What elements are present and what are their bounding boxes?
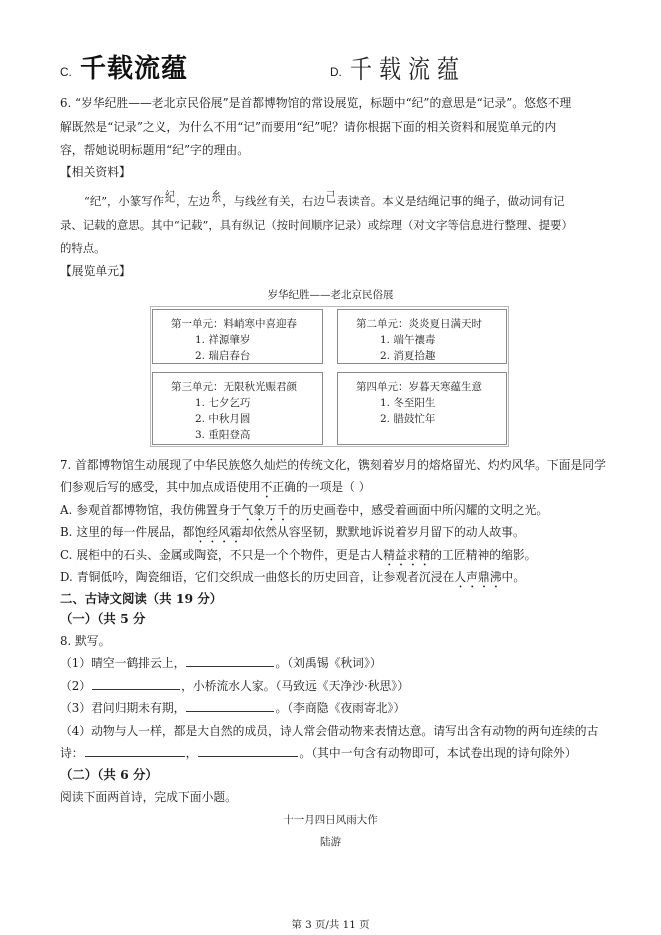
- option-text: 却依然从容坚韧，默默地诉说着岁月留下的动人故事。: [241, 525, 525, 539]
- exhibition-unit-1: [152, 309, 323, 364]
- q7-option-b: [60, 524, 525, 546]
- q8-text: （2）: [60, 679, 92, 693]
- q8-text: （1）晴空一鹤排云上，: [60, 656, 186, 670]
- exhibition-unit-4: [337, 372, 507, 445]
- section-heading: 二、古诗文阅读（共 19 分）: [60, 591, 223, 606]
- exhibition-unit-3: [152, 372, 323, 445]
- unit-title: 第三单元：无限秋光赈君颜: [171, 381, 297, 393]
- option-text: 展柜中的石头、金属或陶瓷，不只是一个个物件，更是古人: [76, 548, 384, 562]
- option-label: A.: [60, 503, 73, 517]
- q7-text: 正确的一项是（ ）: [272, 480, 371, 494]
- subsection-heading-2: （二）（共 6 分）: [60, 767, 158, 782]
- q7-option-d: [60, 569, 525, 591]
- q8-item-3: [60, 700, 405, 716]
- seal-glyph-ji-phonetic: 己: [325, 190, 336, 206]
- material-text: “纪”，小篆写作: [84, 194, 164, 208]
- seal-glyph-mi: 糸: [211, 190, 222, 206]
- q8-text: 。（其中一句含有动物即可，本试卷出现的诗句除外）: [299, 746, 577, 760]
- material-text: ，与线丝有关，右边: [222, 194, 325, 208]
- q8-text: ，: [185, 746, 198, 760]
- poem-author: 陆游: [320, 836, 341, 848]
- option-idiom: 气象万千: [241, 503, 289, 517]
- q8-text: 。（刘禹锡《秋词》）: [275, 656, 382, 670]
- material-line-3: 的特点。: [60, 241, 106, 255]
- option-c-calligraphy-image: 千载流蕴: [80, 54, 189, 84]
- q7-text: 们参观后写的感受，其中加点成语使用: [60, 480, 261, 494]
- option-idiom: 饱经风霜: [194, 525, 242, 539]
- material-line-1: [84, 190, 565, 209]
- option-d-seal-script-image: 千载流蕴: [350, 56, 467, 85]
- unit-title: 第一单元：料峭寒中喜迎春: [171, 318, 297, 330]
- q7-line-1: 7. 首都博物馆生动展现了中华民族悠久灿烂的传统文化，镌刻着岁月的熔烙留光、灼灼风华。下面是同学: [60, 458, 606, 472]
- answer-blank: [186, 656, 274, 667]
- q8-item-2: [60, 678, 409, 694]
- q8-title: 8. 默写。: [60, 634, 111, 648]
- poem-title: 十一月四日风雨大作: [283, 814, 378, 826]
- q8-text: 。（李商隐《夜雨寄北》）: [275, 701, 406, 715]
- option-text: 的工匠精神的缩影。: [430, 548, 537, 562]
- q8-item-1: [60, 655, 382, 671]
- option-c-label: C.: [60, 65, 72, 79]
- option-d-label: D.: [330, 65, 342, 79]
- q7-option-a: [60, 502, 548, 524]
- material-heading: 【相关资料】: [60, 165, 131, 179]
- q8-text: 诗：: [60, 746, 84, 760]
- exhibition-title: 岁华纪胜——老北京民俗展: [267, 289, 394, 301]
- unit-title: 第四单元：岁暮天寒蕴生意: [356, 381, 482, 393]
- option-text: 青铜低吟，陶瓷细语，它们交织成一曲悠长的历史回音，让参观者沉浸在: [76, 570, 455, 584]
- option-label: B.: [60, 525, 73, 539]
- q8-text: ，小桥流水人家。（马致远《天净沙·秋思》）: [181, 679, 409, 693]
- answer-blank: [92, 679, 180, 690]
- exhibition-heading: 【展览单元】: [60, 264, 131, 278]
- unit-title: 第二单元：炎炎夏日满天时: [356, 318, 482, 330]
- q8-item-4-line-1: （4）动物与人一样，都是大自然的成员，诗人常会借动物来表情达意。请写出含有动物的两句连续的古: [60, 724, 599, 738]
- answer-blank: [85, 746, 185, 757]
- seal-glyph-ji: 紀: [165, 190, 175, 206]
- subsection-heading-1: （一）（共 5 分: [60, 611, 146, 626]
- exhibition-unit-2: [337, 309, 507, 364]
- option-text: 这里的每一件展品，都: [76, 525, 195, 539]
- material-line-2: 录、记载的意思。其中“记载”，具有纵记（按时间顺序记录）或综理（对文字等信息进行整理、提要）: [60, 218, 573, 232]
- q6-line-2: 解既然是“记录”之义，为什么不用“记”而要用“纪”呢？请你根据下面的相关资料和展览单元的内: [60, 120, 557, 134]
- unit-item: 2. 腊鼓忙年: [380, 413, 436, 425]
- unit-item: 2. 瑞启春台: [195, 350, 251, 362]
- unit-item: 2. 中秋月圆: [195, 413, 251, 425]
- material-text: 表读音。本义是结绳记事的绳子，做动词有记: [336, 194, 565, 208]
- unit-item: 1. 七夕乞巧: [195, 397, 251, 409]
- option-label: D.: [60, 570, 73, 584]
- option-idiom: 人声鼎沸: [454, 570, 502, 584]
- unit-item: 2. 消夏拾趣: [380, 350, 436, 362]
- unit-item: 1. 端午禳毒: [380, 334, 436, 346]
- answer-blank: [186, 701, 274, 712]
- q6-line-1: 6. “岁华纪胜——老北京民俗展”是首都博物馆的常设展览，标题中“纪”的意思是“记录”。悠悠不理: [60, 96, 572, 110]
- q7-option-c: [60, 547, 536, 569]
- q7-line-2: [60, 479, 371, 501]
- option-text: 的历史画卷中，感受着画面中所闪耀的文明之光。: [288, 503, 549, 517]
- q8-item-4-line-2: [60, 745, 577, 761]
- q8-text: （3）君问归期未有期，: [60, 701, 186, 715]
- unit-item: 1. 冬至阳生: [380, 397, 436, 409]
- material-text: ，左边: [176, 194, 211, 208]
- q7-emphasis-bu: 不: [260, 480, 273, 494]
- option-label: C.: [60, 548, 73, 562]
- option-idiom: 精益求精: [383, 548, 431, 562]
- unit-item: 1. 祥源肇岁: [195, 334, 251, 346]
- unit-item: 3. 重阳登高: [195, 429, 251, 441]
- reading-instruction: 阅读下面两首诗，完成下面小题。: [60, 790, 237, 804]
- option-text: 参观首都博物馆，我仿佛置身于: [76, 503, 242, 517]
- answer-blank: [198, 746, 298, 757]
- page-number-footer: 第 3 页/共 11 页: [291, 919, 370, 931]
- option-text: 中。: [501, 570, 526, 584]
- q6-line-3: 容，帮她说明标题用“纪”字的理由。: [60, 143, 250, 157]
